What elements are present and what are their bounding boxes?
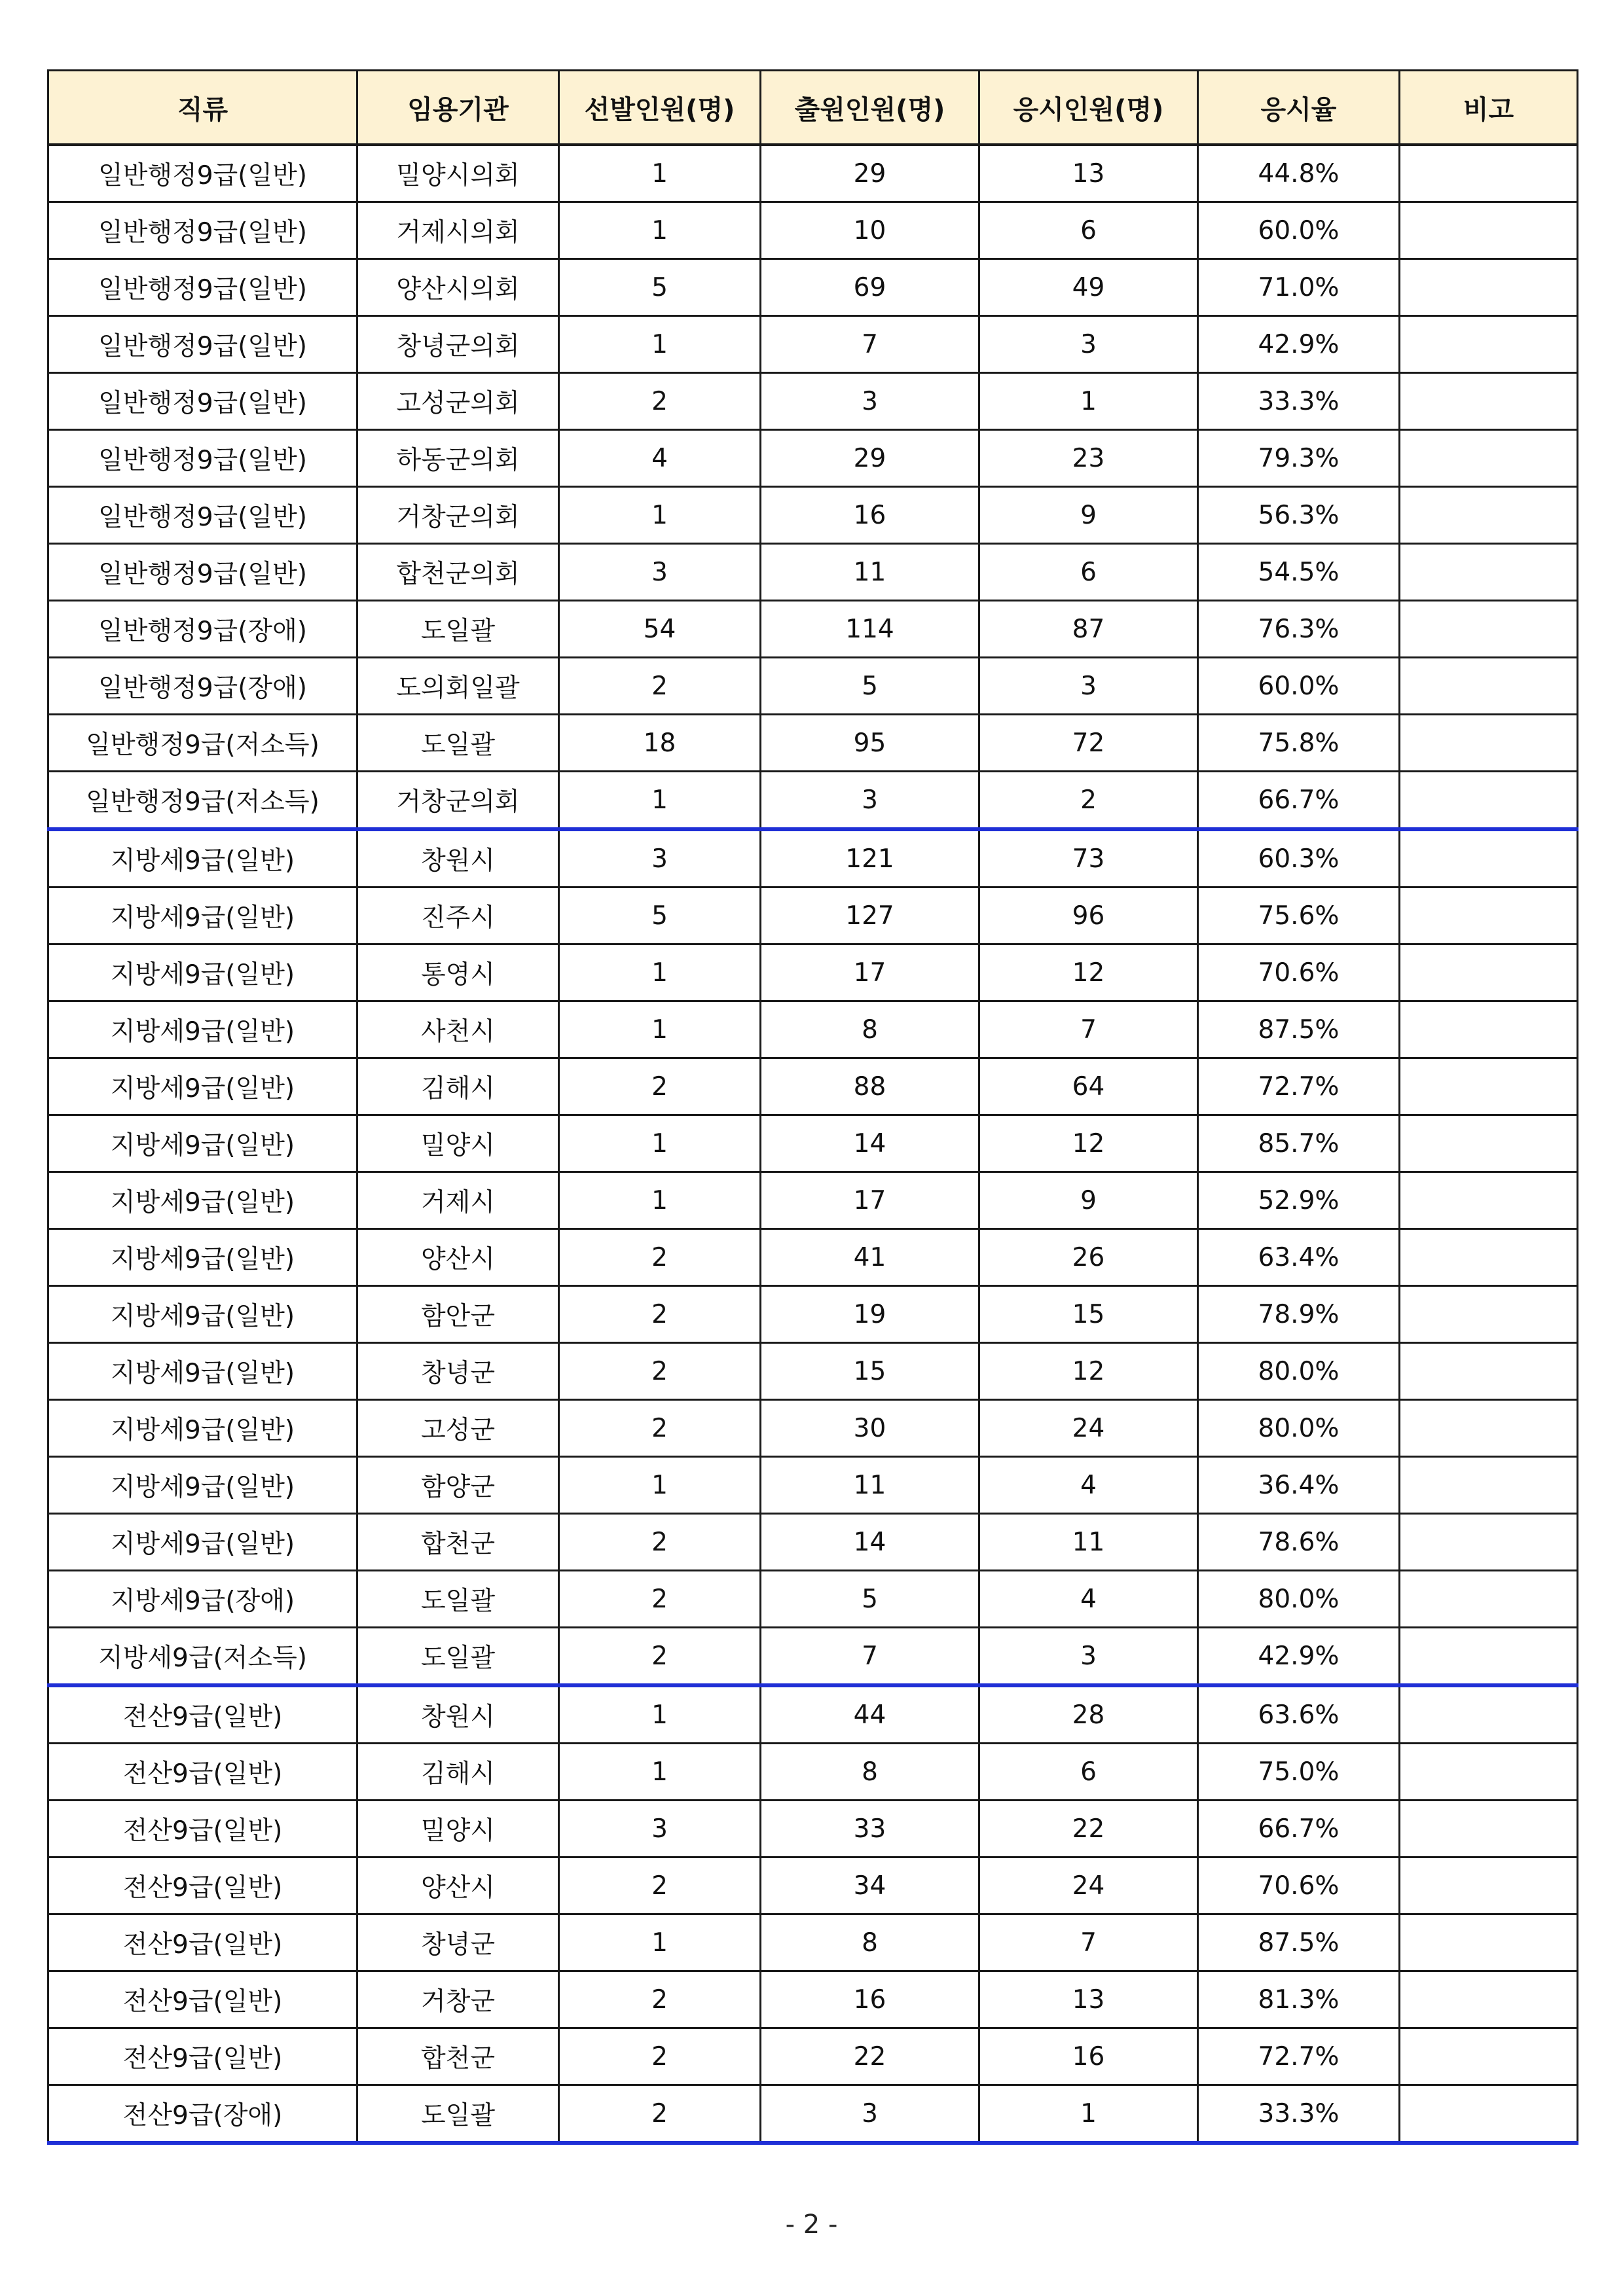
cell-job-category: 일반행정9급(저소득) [48,772,357,830]
cell-selected-count: 1 [559,145,761,202]
cell-examinee-count: 96 [979,888,1198,944]
cell-selected-count: 1 [559,944,761,1001]
cell-applicant-count: 69 [761,259,979,316]
cell-appointing-agency: 도일괄 [357,1628,559,1686]
cell-job-category: 지방세9급(일반) [48,829,357,888]
cell-selected-count: 4 [559,430,761,487]
cell-selected-count: 5 [559,888,761,944]
table-row [48,2085,1578,2144]
cell-job-category: 지방세9급(일반) [48,1115,357,1172]
table-row [48,1457,1578,1514]
table-row [48,944,1578,1001]
table-row [48,1801,1578,1857]
table-row [48,601,1578,658]
cell-attendance-rate: 75.0% [1198,1744,1400,1801]
cell-selected-count: 2 [559,2028,761,2085]
cell-selected-count: 2 [559,1514,761,1571]
cell-applicant-count: 44 [761,1685,979,1744]
cell-remarks [1400,1514,1578,1571]
cell-selected-count: 3 [559,829,761,888]
cell-applicant-count: 14 [761,1514,979,1571]
cell-applicant-count: 121 [761,829,979,888]
cell-remarks [1400,601,1578,658]
cell-applicant-count: 7 [761,1628,979,1686]
cell-applicant-count: 34 [761,1857,979,1914]
cell-job-category: 지방세9급(일반) [48,1229,357,1286]
cell-examinee-count: 22 [979,1801,1198,1857]
cell-job-category: 지방세9급(일반) [48,944,357,1001]
cell-remarks [1400,316,1578,373]
table-row [48,1286,1578,1343]
cell-selected-count: 1 [559,1685,761,1744]
cell-appointing-agency: 거창군의회 [357,487,559,544]
cell-attendance-rate: 60.3% [1198,829,1400,888]
table-row [48,316,1578,373]
table-row [48,544,1578,601]
cell-examinee-count: 28 [979,1685,1198,1744]
cell-attendance-rate: 70.6% [1198,944,1400,1001]
cell-examinee-count: 4 [979,1571,1198,1628]
cell-attendance-rate: 78.9% [1198,1286,1400,1343]
cell-selected-count: 3 [559,1801,761,1857]
cell-selected-count: 54 [559,601,761,658]
cell-examinee-count: 13 [979,145,1198,202]
cell-applicant-count: 29 [761,145,979,202]
cell-appointing-agency: 양산시 [357,1857,559,1914]
header-applicant-count: 출원인원(명) [761,71,979,145]
cell-remarks [1400,145,1578,202]
cell-attendance-rate: 80.0% [1198,1400,1400,1457]
cell-remarks [1400,373,1578,430]
cell-remarks [1400,202,1578,259]
cell-selected-count: 1 [559,1172,761,1229]
table-row [48,487,1578,544]
cell-job-category: 일반행정9급(일반) [48,259,357,316]
table-row [48,1115,1578,1172]
cell-remarks [1400,1685,1578,1744]
cell-selected-count: 2 [559,1343,761,1400]
table-row [48,1971,1578,2028]
cell-applicant-count: 5 [761,658,979,715]
cell-job-category: 일반행정9급(일반) [48,316,357,373]
cell-job-category: 전산9급(장애) [48,2085,357,2144]
cell-appointing-agency: 하동군의회 [357,430,559,487]
cell-selected-count: 1 [559,1914,761,1971]
cell-job-category: 지방세9급(저소득) [48,1628,357,1686]
cell-attendance-rate: 66.7% [1198,772,1400,830]
cell-job-category: 지방세9급(일반) [48,1514,357,1571]
cell-attendance-rate: 63.4% [1198,1229,1400,1286]
table-row [48,829,1578,888]
table-row [48,1914,1578,1971]
cell-remarks [1400,1457,1578,1514]
cell-selected-count: 2 [559,1400,761,1457]
cell-examinee-count: 15 [979,1286,1198,1343]
cell-attendance-rate: 78.6% [1198,1514,1400,1571]
cell-selected-count: 1 [559,487,761,544]
cell-appointing-agency: 창녕군의회 [357,316,559,373]
cell-applicant-count: 29 [761,430,979,487]
table-row [48,888,1578,944]
cell-remarks [1400,1001,1578,1058]
cell-job-category: 지방세9급(일반) [48,1457,357,1514]
cell-appointing-agency: 합천군 [357,1514,559,1571]
header-attendance-rate: 응시율 [1198,71,1400,145]
cell-attendance-rate: 87.5% [1198,1001,1400,1058]
cell-job-category: 지방세9급(장애) [48,1571,357,1628]
header-appointing-agency: 임용기관 [357,71,559,145]
cell-appointing-agency: 사천시 [357,1001,559,1058]
cell-attendance-rate: 75.6% [1198,888,1400,944]
cell-applicant-count: 8 [761,1914,979,1971]
cell-job-category: 전산9급(일반) [48,1857,357,1914]
cell-attendance-rate: 60.0% [1198,202,1400,259]
cell-attendance-rate: 80.0% [1198,1343,1400,1400]
cell-appointing-agency: 창원시 [357,1685,559,1744]
cell-selected-count: 2 [559,658,761,715]
cell-attendance-rate: 75.8% [1198,715,1400,772]
table-row [48,1628,1578,1686]
cell-attendance-rate: 42.9% [1198,1628,1400,1686]
cell-remarks [1400,1229,1578,1286]
cell-selected-count: 2 [559,1229,761,1286]
cell-examinee-count: 16 [979,2028,1198,2085]
cell-appointing-agency: 도의회일괄 [357,658,559,715]
cell-attendance-rate: 66.7% [1198,1801,1400,1857]
cell-examinee-count: 12 [979,944,1198,1001]
cell-job-category: 전산9급(일반) [48,1914,357,1971]
cell-attendance-rate: 87.5% [1198,1914,1400,1971]
cell-selected-count: 3 [559,544,761,601]
table-row [48,1058,1578,1115]
cell-applicant-count: 8 [761,1001,979,1058]
cell-job-category: 지방세9급(일반) [48,1400,357,1457]
cell-applicant-count: 11 [761,1457,979,1514]
cell-remarks [1400,1286,1578,1343]
cell-attendance-rate: 76.3% [1198,601,1400,658]
cell-applicant-count: 127 [761,888,979,944]
cell-job-category: 전산9급(일반) [48,1971,357,2028]
cell-attendance-rate: 56.3% [1198,487,1400,544]
cell-appointing-agency: 합천군 [357,2028,559,2085]
cell-appointing-agency: 고성군 [357,1400,559,1457]
cell-job-category: 지방세9급(일반) [48,1343,357,1400]
cell-job-category: 일반행정9급(일반) [48,544,357,601]
cell-selected-count: 5 [559,259,761,316]
cell-appointing-agency: 도일괄 [357,2085,559,2144]
cell-applicant-count: 3 [761,772,979,830]
cell-remarks [1400,1343,1578,1400]
cell-selected-count: 2 [559,1571,761,1628]
cell-appointing-agency: 함양군 [357,1457,559,1514]
cell-job-category: 일반행정9급(일반) [48,145,357,202]
table-row [48,1857,1578,1914]
cell-attendance-rate: 85.7% [1198,1115,1400,1172]
cell-applicant-count: 17 [761,944,979,1001]
cell-examinee-count: 1 [979,2085,1198,2144]
cell-job-category: 전산9급(일반) [48,1801,357,1857]
cell-appointing-agency: 밀양시 [357,1115,559,1172]
cell-selected-count: 18 [559,715,761,772]
cell-appointing-agency: 함안군 [357,1286,559,1343]
cell-applicant-count: 3 [761,373,979,430]
cell-examinee-count: 3 [979,1628,1198,1686]
cell-job-category: 일반행정9급(일반) [48,373,357,430]
cell-examinee-count: 13 [979,1971,1198,2028]
cell-remarks [1400,1971,1578,2028]
table-row [48,1571,1578,1628]
cell-examinee-count: 23 [979,430,1198,487]
cell-job-category: 전산9급(일반) [48,1685,357,1744]
cell-remarks [1400,1172,1578,1229]
cell-examinee-count: 7 [979,1914,1198,1971]
cell-attendance-rate: 33.3% [1198,373,1400,430]
cell-applicant-count: 19 [761,1286,979,1343]
cell-attendance-rate: 79.3% [1198,430,1400,487]
cell-examinee-count: 87 [979,601,1198,658]
table-row [48,202,1578,259]
cell-appointing-agency: 진주시 [357,888,559,944]
cell-examinee-count: 6 [979,544,1198,601]
cell-remarks [1400,1400,1578,1457]
cell-selected-count: 1 [559,1457,761,1514]
cell-examinee-count: 1 [979,373,1198,430]
cell-attendance-rate: 42.9% [1198,316,1400,373]
cell-applicant-count: 11 [761,544,979,601]
cell-job-category: 전산9급(일반) [48,2028,357,2085]
cell-applicant-count: 17 [761,1172,979,1229]
cell-appointing-agency: 김해시 [357,1744,559,1801]
page-number: - 2 - [785,2210,838,2240]
cell-selected-count: 2 [559,1857,761,1914]
cell-job-category: 일반행정9급(저소득) [48,715,357,772]
cell-examinee-count: 7 [979,1001,1198,1058]
cell-job-category: 지방세9급(일반) [48,888,357,944]
cell-attendance-rate: 33.3% [1198,2085,1400,2144]
cell-appointing-agency: 창녕군 [357,1343,559,1400]
cell-selected-count: 2 [559,1971,761,2028]
cell-job-category: 지방세9급(일반) [48,1058,357,1115]
cell-appointing-agency: 밀양시의회 [357,145,559,202]
cell-attendance-rate: 63.6% [1198,1685,1400,1744]
cell-examinee-count: 12 [979,1115,1198,1172]
cell-job-category: 일반행정9급(일반) [48,430,357,487]
cell-appointing-agency: 거제시 [357,1172,559,1229]
cell-examinee-count: 24 [979,1400,1198,1457]
cell-job-category: 지방세9급(일반) [48,1286,357,1343]
cell-job-category: 일반행정9급(장애) [48,601,357,658]
cell-appointing-agency: 밀양시 [357,1801,559,1857]
cell-remarks [1400,1571,1578,1628]
cell-selected-count: 2 [559,373,761,430]
header-selected-count: 선발인원(명) [559,71,761,145]
table-row [48,772,1578,830]
cell-appointing-agency: 거창군 [357,1971,559,2028]
cell-remarks [1400,2085,1578,2144]
table-row [48,1172,1578,1229]
cell-job-category: 지방세9급(일반) [48,1001,357,1058]
cell-examinee-count: 24 [979,1857,1198,1914]
cell-applicant-count: 41 [761,1229,979,1286]
cell-appointing-agency: 합천군의회 [357,544,559,601]
cell-selected-count: 1 [559,1115,761,1172]
cell-examinee-count: 11 [979,1514,1198,1571]
cell-remarks [1400,1058,1578,1115]
cell-appointing-agency: 김해시 [357,1058,559,1115]
cell-remarks [1400,715,1578,772]
cell-examinee-count: 72 [979,715,1198,772]
cell-examinee-count: 49 [979,259,1198,316]
cell-examinee-count: 64 [979,1058,1198,1115]
header-job-category: 직류 [48,71,357,145]
cell-applicant-count: 7 [761,316,979,373]
cell-remarks [1400,1914,1578,1971]
cell-remarks [1400,1744,1578,1801]
cell-job-category: 일반행정9급(장애) [48,658,357,715]
cell-examinee-count: 3 [979,658,1198,715]
table-row [48,1685,1578,1744]
cell-appointing-agency: 도일괄 [357,715,559,772]
cell-attendance-rate: 36.4% [1198,1457,1400,1514]
table-row [48,1229,1578,1286]
cell-applicant-count: 16 [761,1971,979,2028]
cell-selected-count: 1 [559,202,761,259]
cell-applicant-count: 14 [761,1115,979,1172]
cell-remarks [1400,259,1578,316]
table-row [48,1400,1578,1457]
cell-selected-count: 2 [559,2085,761,2144]
table-row [48,2028,1578,2085]
cell-attendance-rate: 71.0% [1198,259,1400,316]
cell-selected-count: 1 [559,1744,761,1801]
cell-appointing-agency: 도일괄 [357,1571,559,1628]
table-row [48,1001,1578,1058]
cell-attendance-rate: 54.5% [1198,544,1400,601]
cell-remarks [1400,2028,1578,2085]
cell-examinee-count: 12 [979,1343,1198,1400]
cell-remarks [1400,772,1578,830]
cell-applicant-count: 15 [761,1343,979,1400]
cell-job-category: 일반행정9급(일반) [48,202,357,259]
cell-attendance-rate: 52.9% [1198,1172,1400,1229]
cell-applicant-count: 22 [761,2028,979,2085]
cell-selected-count: 1 [559,316,761,373]
cell-examinee-count: 26 [979,1229,1198,1286]
cell-remarks [1400,944,1578,1001]
cell-remarks [1400,658,1578,715]
table-body [48,145,1578,2143]
cell-applicant-count: 5 [761,1571,979,1628]
cell-appointing-agency: 창원시 [357,829,559,888]
cell-remarks [1400,888,1578,944]
table-row [48,1744,1578,1801]
cell-job-category: 지방세9급(일반) [48,1172,357,1229]
table-row [48,715,1578,772]
cell-appointing-agency: 창녕군 [357,1914,559,1971]
cell-examinee-count: 3 [979,316,1198,373]
cell-attendance-rate: 80.0% [1198,1571,1400,1628]
cell-attendance-rate: 72.7% [1198,2028,1400,2085]
cell-remarks [1400,829,1578,888]
cell-remarks [1400,487,1578,544]
cell-remarks [1400,544,1578,601]
cell-selected-count: 1 [559,772,761,830]
cell-remarks [1400,1857,1578,1914]
table-row [48,373,1578,430]
cell-selected-count: 2 [559,1628,761,1686]
cell-attendance-rate: 70.6% [1198,1857,1400,1914]
cell-job-category: 전산9급(일반) [48,1744,357,1801]
cell-appointing-agency: 도일괄 [357,601,559,658]
cell-applicant-count: 95 [761,715,979,772]
header-remarks: 비고 [1400,71,1578,145]
cell-selected-count: 1 [559,1001,761,1058]
cell-remarks [1400,1801,1578,1857]
cell-attendance-rate: 81.3% [1198,1971,1400,2028]
cell-examinee-count: 73 [979,829,1198,888]
header-examinee-count: 응시인원(명) [979,71,1198,145]
cell-remarks [1400,1628,1578,1686]
cell-attendance-rate: 44.8% [1198,145,1400,202]
table-row [48,145,1578,202]
cell-applicant-count: 3 [761,2085,979,2144]
cell-examinee-count: 4 [979,1457,1198,1514]
cell-appointing-agency: 양산시 [357,1229,559,1286]
table-header-row [48,71,1578,145]
cell-appointing-agency: 통영시 [357,944,559,1001]
table-row [48,259,1578,316]
cell-selected-count: 2 [559,1286,761,1343]
cell-applicant-count: 10 [761,202,979,259]
cell-examinee-count: 6 [979,1744,1198,1801]
cell-appointing-agency: 양산시의회 [357,259,559,316]
cell-job-category: 일반행정9급(일반) [48,487,357,544]
cell-remarks [1400,1115,1578,1172]
table-row [48,1343,1578,1400]
cell-examinee-count: 2 [979,772,1198,830]
table-row [48,430,1578,487]
cell-appointing-agency: 고성군의회 [357,373,559,430]
cell-selected-count: 2 [559,1058,761,1115]
cell-appointing-agency: 거제시의회 [357,202,559,259]
cell-examinee-count: 6 [979,202,1198,259]
applicant-statistics-table [47,69,1578,2145]
cell-examinee-count: 9 [979,487,1198,544]
cell-attendance-rate: 72.7% [1198,1058,1400,1115]
table-row [48,658,1578,715]
cell-applicant-count: 30 [761,1400,979,1457]
cell-examinee-count: 9 [979,1172,1198,1229]
cell-applicant-count: 88 [761,1058,979,1115]
cell-applicant-count: 16 [761,487,979,544]
cell-remarks [1400,430,1578,487]
table-row [48,1514,1578,1571]
cell-appointing-agency: 거창군의회 [357,772,559,830]
cell-applicant-count: 33 [761,1801,979,1857]
cell-applicant-count: 114 [761,601,979,658]
cell-applicant-count: 8 [761,1744,979,1801]
cell-attendance-rate: 60.0% [1198,658,1400,715]
